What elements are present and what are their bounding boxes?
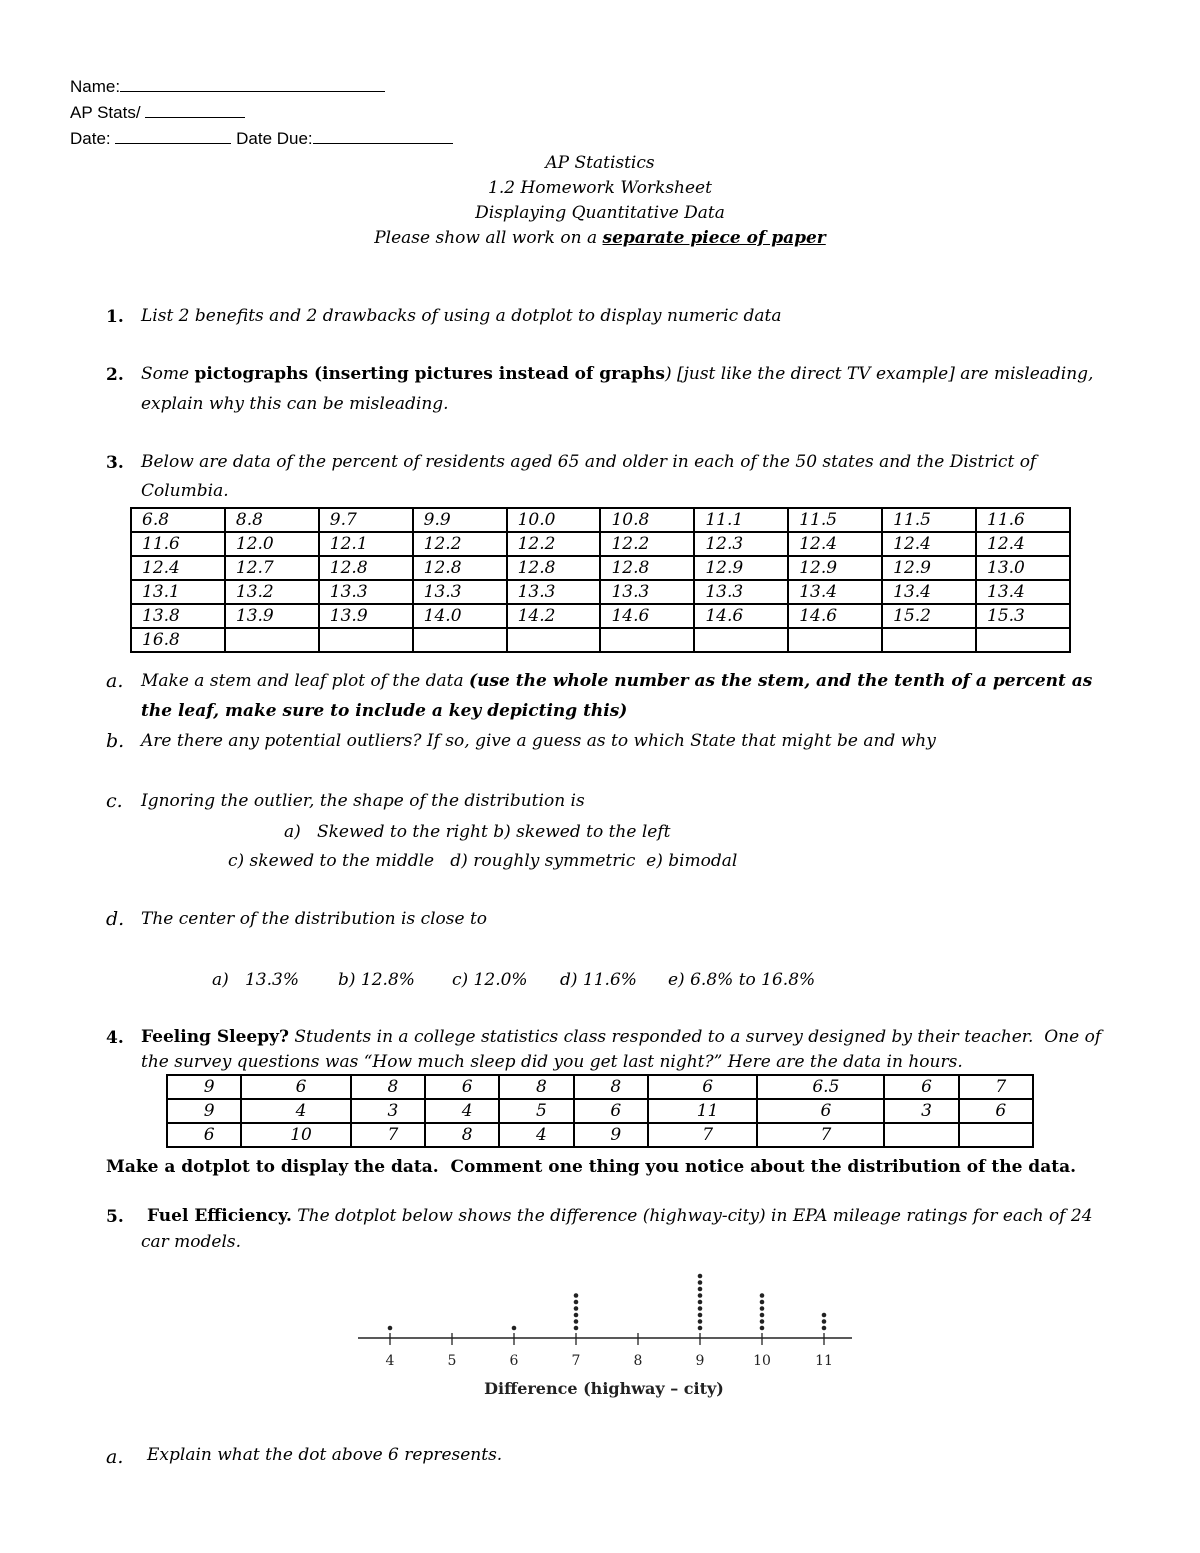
q3-cell: 12.8 <box>319 556 413 580</box>
q4-row <box>167 1099 1033 1123</box>
x-tick-label: 10 <box>753 1353 771 1369</box>
q3d-label: d. <box>106 908 125 930</box>
q3-cell: 13.3 <box>413 580 507 604</box>
q4-number: 4. <box>106 1028 124 1048</box>
q3-cell: 12.4 <box>788 532 882 556</box>
q4-cell: 4 <box>425 1099 499 1123</box>
q3-cell: 10.8 <box>600 508 694 532</box>
q3-cell <box>882 628 976 652</box>
q3d-option-c: c) 12.0% <box>452 970 528 990</box>
q5-text-1: The dotplot below shows the difference (highway-city) in EPA mileage ratings for each of 24 <box>297 1206 1093 1226</box>
q4-cell: 7 <box>351 1123 425 1147</box>
date-due-label: Date Due: <box>236 129 313 148</box>
q5a-text: Explain what the dot above 6 represents. <box>147 1445 503 1465</box>
q3-cell: 13.9 <box>319 604 413 628</box>
q3-cell: 11.1 <box>694 508 788 532</box>
q3-cell: 14.2 <box>507 604 601 628</box>
q3-cell: 11.6 <box>976 508 1070 532</box>
title-line-2: 1.2 Homework Worksheet <box>488 178 712 198</box>
q3a-text-bold-1: (use the whole number as the stem, and the tenth of a percent as <box>469 671 1093 691</box>
q3-cell: 13.1 <box>131 580 225 604</box>
data-dot <box>388 1326 393 1331</box>
title-line-3: Displaying Quantitative Data <box>475 203 725 223</box>
data-dot <box>698 1313 703 1318</box>
q3-cell: 13.8 <box>131 604 225 628</box>
data-dot <box>698 1319 703 1324</box>
q4-cell: 6 <box>167 1123 241 1147</box>
q3d-option-a: a) 13.3% <box>212 970 299 990</box>
q3-cell: 12.9 <box>694 556 788 580</box>
q4-cell: 3 <box>351 1099 425 1123</box>
title-line-4 <box>0 228 1200 248</box>
data-dot <box>698 1326 703 1331</box>
q3-cell <box>600 628 694 652</box>
name-label: Name: <box>70 77 121 96</box>
q3-cell: 13.3 <box>507 580 601 604</box>
class-line <box>70 101 245 123</box>
data-dot <box>760 1326 765 1331</box>
data-dot <box>822 1319 827 1324</box>
q3c-text: Ignoring the outlier, the shape of the distribution is <box>141 791 585 811</box>
q4-cell: 6 <box>648 1075 757 1099</box>
q3-row <box>131 604 1070 628</box>
date-line <box>70 127 453 149</box>
q2-text-b: ) [just like the direct TV example] are misleading, <box>664 364 1094 384</box>
q3-row <box>131 628 1070 652</box>
q3-data-table <box>130 507 1071 653</box>
q3-cell: 12.8 <box>600 556 694 580</box>
q3-cell: 11.5 <box>882 508 976 532</box>
q3-cell: 13.3 <box>600 580 694 604</box>
q4-data-table <box>166 1074 1034 1148</box>
q3c-options-line1: a) Skewed to the right b) skewed to the left <box>284 822 671 842</box>
q3a-text-bold-2: the leaf, make sure to include a key depicting this) <box>141 701 628 721</box>
q3-cell: 12.8 <box>507 556 601 580</box>
data-dot <box>822 1326 827 1331</box>
data-dot <box>574 1313 579 1318</box>
q3-cell <box>319 628 413 652</box>
q3-cell: 12.4 <box>976 532 1070 556</box>
x-tick-label: 4 <box>385 1353 395 1369</box>
q3-cell: 11.5 <box>788 508 882 532</box>
q3-cell <box>788 628 882 652</box>
q3b-text: Are there any potential outliers? If so, give a guess as to which State that might be and why <box>141 731 936 751</box>
data-dot <box>512 1326 517 1331</box>
q4-cell <box>959 1123 1033 1147</box>
q4-cell: 8 <box>425 1123 499 1147</box>
q3-cell: 13.9 <box>225 604 319 628</box>
q5a-label: a. <box>106 1446 124 1468</box>
q4-cell: 9 <box>167 1099 241 1123</box>
title-line-4-prefix: Please show all work on a <box>374 228 598 248</box>
data-dot <box>760 1306 765 1311</box>
data-dot <box>698 1293 703 1298</box>
q4-cell: 7 <box>648 1123 757 1147</box>
q3-row <box>131 556 1070 580</box>
q2-text-line2: explain why this can be misleading. <box>141 394 449 414</box>
q4-cell: 7 <box>959 1075 1033 1099</box>
q3-row <box>131 580 1070 604</box>
q3a-text <box>141 667 1092 696</box>
data-dot <box>574 1300 579 1305</box>
q4-cell: 6 <box>425 1075 499 1099</box>
q4-cell: 4 <box>499 1123 573 1147</box>
q4-cell <box>884 1123 958 1147</box>
q3-cell: 12.7 <box>225 556 319 580</box>
q4-cell: 6 <box>884 1075 958 1099</box>
q3-intro-line2: Columbia. <box>141 481 229 501</box>
q3-intro-line1: Below are data of the percent of residents aged 65 and older in each of the 50 states and the District of <box>141 452 1037 472</box>
q3-cell: 13.3 <box>694 580 788 604</box>
q4-cell: 6.5 <box>757 1075 884 1099</box>
data-dot <box>574 1326 579 1331</box>
q3-cell: 12.4 <box>882 532 976 556</box>
q4-cell: 3 <box>884 1099 958 1123</box>
q1-text: List 2 benefits and 2 drawbacks of using a dotplot to display numeric data <box>141 306 782 326</box>
q4-title: Feeling Sleepy? <box>141 1027 289 1047</box>
q5-title: Fuel Efficiency. <box>147 1206 292 1226</box>
q3a-text-plain: Make a stem and leaf plot of the data <box>141 671 464 691</box>
date-due-blank[interactable] <box>313 127 453 144</box>
q3-cell: 12.3 <box>694 532 788 556</box>
data-dot <box>760 1300 765 1305</box>
q3-cell: 9.9 <box>413 508 507 532</box>
q3-cell: 14.6 <box>600 604 694 628</box>
q3-row <box>131 508 1070 532</box>
q4-instruction: Make a dotplot to display the data. Comment one thing you notice about the distribution of the data. <box>106 1157 1076 1177</box>
q4-cell: 6 <box>757 1099 884 1123</box>
q4-cell: 10 <box>241 1123 350 1147</box>
class-blank[interactable] <box>145 101 245 118</box>
q3-cell: 14.6 <box>694 604 788 628</box>
q2-text <box>141 360 1131 389</box>
q3-cell: 12.2 <box>413 532 507 556</box>
q3-cell: 12.2 <box>600 532 694 556</box>
q4-cell: 8 <box>499 1075 573 1099</box>
q3-cell: 14.6 <box>788 604 882 628</box>
q3-cell: 13.0 <box>976 556 1070 580</box>
q3-cell: 11.6 <box>131 532 225 556</box>
q3d-option-e: e) 6.8% to 16.8% <box>668 970 816 990</box>
q4-cell: 6 <box>574 1099 648 1123</box>
data-dot <box>698 1300 703 1305</box>
x-tick-label: 5 <box>447 1353 457 1369</box>
x-axis-label: Difference (highway – city) <box>484 1379 724 1398</box>
date-blank[interactable] <box>115 127 231 144</box>
q3b-label: b. <box>106 730 125 752</box>
q2-number: 2. <box>106 365 124 385</box>
q3-number: 3. <box>106 453 124 473</box>
q4-cell: 5 <box>499 1099 573 1123</box>
data-dot <box>698 1306 703 1311</box>
q4-cell: 4 <box>241 1099 350 1123</box>
q3-cell: 12.4 <box>131 556 225 580</box>
q4-cell: 6 <box>959 1099 1033 1123</box>
q4-cell: 8 <box>351 1075 425 1099</box>
q3d-option-b: b) 12.8% <box>338 970 415 990</box>
q3d-text: The center of the distribution is close to <box>141 909 488 929</box>
data-dot <box>574 1306 579 1311</box>
q5-text-line2: car models. <box>141 1232 242 1252</box>
q3-cell: 15.2 <box>882 604 976 628</box>
q3d-option-d: d) 11.6% <box>560 970 637 990</box>
q3-cell <box>225 628 319 652</box>
x-tick-label: 7 <box>571 1353 581 1369</box>
q3-cell: 12.9 <box>788 556 882 580</box>
x-tick-label: 6 <box>509 1353 519 1369</box>
q4-cell: 9 <box>167 1075 241 1099</box>
title-line-4-emphasis: separate piece of paper <box>602 228 826 248</box>
data-dot <box>760 1313 765 1318</box>
q3-cell: 8.8 <box>225 508 319 532</box>
x-tick-label: 9 <box>695 1353 705 1369</box>
q3-row <box>131 532 1070 556</box>
q5-text-line1 <box>147 1202 1093 1231</box>
q3-cell: 10.0 <box>507 508 601 532</box>
q2-text-a: Some <box>141 364 190 384</box>
q4-row <box>167 1075 1033 1099</box>
q3-cell <box>694 628 788 652</box>
class-label: AP Stats/ <box>70 103 141 122</box>
q3-cell: 13.4 <box>882 580 976 604</box>
name-line <box>70 75 385 97</box>
q3-cell: 9.7 <box>319 508 413 532</box>
q3-cell: 12.1 <box>319 532 413 556</box>
q4-cell: 11 <box>648 1099 757 1123</box>
q3-cell: 12.2 <box>507 532 601 556</box>
q3-cell: 12.0 <box>225 532 319 556</box>
q4-row <box>167 1123 1033 1147</box>
data-dot <box>760 1293 765 1298</box>
name-blank[interactable] <box>120 75 385 92</box>
x-tick-label: 8 <box>633 1353 643 1369</box>
data-dot <box>698 1287 703 1292</box>
data-dot <box>574 1319 579 1324</box>
q5-number: 5. <box>106 1207 124 1227</box>
x-tick-label: 11 <box>815 1353 833 1369</box>
data-dot <box>760 1319 765 1324</box>
q3-cell: 13.2 <box>225 580 319 604</box>
q3-cell: 12.8 <box>413 556 507 580</box>
fuel-efficiency-dotplot <box>340 1250 860 1420</box>
q4-text-1: Students in a college statistics class responded to a survey designed by their teacher. One of <box>294 1027 1102 1047</box>
q4-cell: 9 <box>574 1123 648 1147</box>
q1-number: 1. <box>106 307 124 327</box>
q3-cell: 16.8 <box>131 628 225 652</box>
q3-cell: 13.4 <box>788 580 882 604</box>
q3-cell <box>413 628 507 652</box>
data-dot <box>822 1313 827 1318</box>
data-dot <box>698 1280 703 1285</box>
q3-cell: 6.8 <box>131 508 225 532</box>
title-line-1: AP Statistics <box>545 153 655 173</box>
q3-cell: 13.3 <box>319 580 413 604</box>
q3a-label: a. <box>106 670 124 692</box>
q4-cell: 7 <box>757 1123 884 1147</box>
q4-cell: 6 <box>241 1075 350 1099</box>
q2-text-bold: pictographs (inserting pictures instead of graphs <box>194 364 665 384</box>
q3c-label: c. <box>106 790 123 812</box>
date-label: Date: <box>70 129 111 148</box>
q3-cell <box>507 628 601 652</box>
q3-cell: 12.9 <box>882 556 976 580</box>
q3-cell <box>976 628 1070 652</box>
data-dot <box>698 1274 703 1279</box>
q4-cell: 8 <box>574 1075 648 1099</box>
data-dot <box>574 1293 579 1298</box>
q3-cell: 13.4 <box>976 580 1070 604</box>
q3-cell: 14.0 <box>413 604 507 628</box>
q4-text-line2: the survey questions was “How much sleep did you get last night?” Here are the data in hours. <box>141 1052 963 1072</box>
q3c-options-line2: c) skewed to the middle d) roughly symmetric e) bimodal <box>228 851 738 871</box>
q3-cell: 15.3 <box>976 604 1070 628</box>
